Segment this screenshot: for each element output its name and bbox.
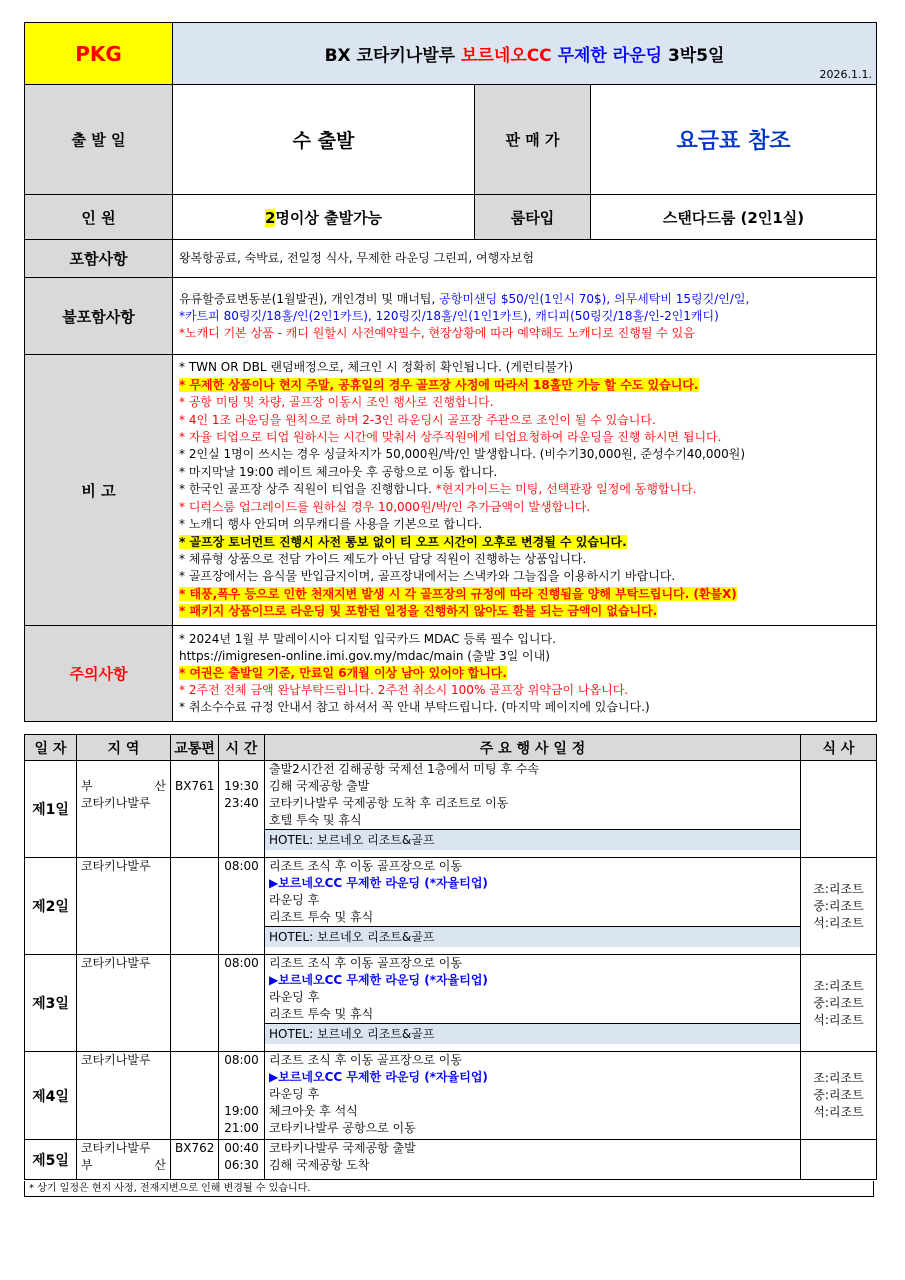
meal-item: 조:리조트 — [813, 978, 864, 993]
flight-number: BX762 — [175, 1141, 215, 1155]
hotel-line: HOTEL: 보르네오 리조트&골프 — [265, 1023, 800, 1044]
event-line: 체크아웃 후 석식 — [269, 1104, 358, 1118]
title-prefix: BX 코타키나발루 — [324, 46, 456, 66]
event-line: 김해 국제공항 도착 — [269, 1158, 370, 1172]
meal-item: 중:리조트 — [813, 1088, 864, 1102]
transport-cell — [171, 955, 219, 1052]
region-name: 코타키나발루 — [81, 859, 151, 873]
itinerary-row — [25, 761, 877, 858]
events-cell — [265, 1140, 801, 1180]
room-value: 스탠다드룸 (2인1실) — [591, 195, 877, 240]
remark-line-9 — [179, 516, 870, 533]
caution-line-2 — [179, 665, 870, 682]
column-header-5: 식 사 — [801, 735, 877, 761]
event-line: 코타키나발루 국제공항 출발 — [269, 1141, 416, 1155]
included-label: 포함사항 — [25, 240, 173, 278]
region-cell — [77, 761, 171, 858]
remark-line-text-1: * 무제한 상품이나 현지 주말, 공휴일의 경우 골프장 사정에 따라서 18홀만 가능 할 수도 있습니다. — [179, 377, 699, 392]
caution-line-3 — [179, 682, 870, 699]
price-value: 요금표 참조 — [591, 85, 877, 195]
time-cell — [219, 761, 265, 858]
column-header-1: 지 역 — [77, 735, 171, 761]
excluded-line-1b: 공항미샌딩 $50/인(1인시 70$), 의무세탁비 15링깃/인/일, — [435, 291, 750, 306]
transport-cell — [171, 1140, 219, 1180]
title-red: 보르네오CC — [461, 46, 552, 66]
event-line: ▶보르네오CC 무제한 라운딩 (*자율티업) — [269, 1070, 488, 1084]
day-cell: 제1일 — [25, 761, 77, 858]
region-name: 코타키나발루 — [81, 1053, 151, 1067]
remark-line-text-7: * 한국인 골프장 상주 직원이 티업을 진행합니다. — [179, 482, 432, 497]
events-cell — [265, 1052, 801, 1140]
caution-line-4 — [179, 699, 870, 716]
event-line: 리조트 조식 후 이동 골프장으로 이동 — [269, 1053, 462, 1067]
remark-line-14 — [179, 603, 870, 620]
remark-line-text-14: * 패키지 상품이므로 라운딩 및 포함된 일정을 진행하지 않아도 환불 되는 금액이 없습니다. — [179, 604, 658, 619]
meals-cell — [801, 761, 877, 858]
region-name: 코타키나발루 — [81, 796, 151, 810]
time-value: 19:30 — [224, 779, 259, 793]
excluded-label: 불포함사항 — [25, 278, 173, 355]
caution-line-text-0: * 2024년 1월 부 말레이시아 디지털 입국카드 MDAC 등록 필수 입니다. — [179, 632, 556, 646]
remark-line-7 — [179, 481, 870, 498]
included-value: 왕복항공료, 숙박료, 전일정 식사, 무제한 라운딩 그린피, 여행자보험 — [173, 240, 877, 278]
time-cell — [219, 858, 265, 955]
event-line: 리조트 조식 후 이동 골프장으로 이동 — [269, 859, 462, 873]
remark-line-text-4: * 자율 티업으로 티업 원하시는 시간에 맞춰서 상주직원에게 티업요청하여 라운딩을 진행 하시면 됩니다. — [179, 430, 722, 445]
event-line: 리조트 투숙 및 휴식 — [269, 910, 374, 924]
itinerary-row — [25, 1140, 877, 1180]
caution-list — [173, 626, 877, 722]
meal-item: 석:리조트 — [813, 915, 864, 930]
region-cell — [77, 858, 171, 955]
excluded-line-1a: 유류할증료변동분(1월발권), 개인경비 및 매너팁, — [179, 291, 436, 306]
time-value: 23:40 — [224, 796, 259, 810]
region-name: 부 산 — [81, 1158, 166, 1172]
region-cell — [77, 955, 171, 1052]
remark-line-1 — [179, 377, 870, 394]
meals-cell — [801, 1052, 877, 1140]
time-value: 08:00 — [224, 1053, 259, 1067]
excluded-line-2: *카트피 80링깃/18홀/인(2인1카트), 120링깃/18홀/인(1인1카트), 캐디피(50링깃/18홀/인-2인1캐디) — [179, 308, 719, 323]
time-cell — [219, 1052, 265, 1140]
flight-number: BX761 — [175, 779, 215, 793]
meals-cell — [801, 955, 877, 1052]
day-cell: 제5일 — [25, 1140, 77, 1180]
remark-line-text-10: * 골프장 토너먼트 진행시 사전 통보 없이 티 오프 시간이 오후로 변경될 수 있습니다. — [179, 534, 627, 549]
remark-line-10 — [179, 534, 870, 551]
pkg-badge: PKG — [25, 23, 173, 85]
footnote: * 상기 일정은 현지 사정, 전재지변으로 인해 변경될 수 있습니다. — [24, 1181, 874, 1197]
event-line: 코타키나발루 국제공항 도착 후 리조트로 이동 — [269, 796, 509, 810]
excluded-line-3: *노캐디 기본 상품 - 캐디 원할시 사전예약필수, 현장상황에 따라 예약해도 노캐디로 진행될 수 있음 — [179, 325, 695, 340]
region-name: 코타키나발루 — [81, 956, 151, 970]
remark-line-2 — [179, 394, 870, 411]
time-cell — [219, 955, 265, 1052]
time-value — [219, 1086, 264, 1103]
itinerary-table — [24, 734, 877, 1180]
excluded-value — [173, 278, 877, 355]
meal-item: 석:리조트 — [813, 1105, 864, 1119]
remark-line-text-11: * 체류형 상품으로 전담 가이드 제도가 아닌 담당 직원이 진행하는 상품입니다. — [179, 551, 587, 566]
people-text: 명이상 출발가능 — [275, 208, 383, 227]
remark-line-5 — [179, 446, 870, 463]
price-label: 판 매 가 — [475, 85, 591, 195]
people-value — [173, 195, 475, 240]
title-suffix: 3박5일 — [667, 46, 725, 66]
event-line: ▶보르네오CC 무제한 라운딩 (*자율티업) — [269, 876, 488, 890]
remark-line-text-12: * 골프장에서는 음식물 반입금지이며, 골프장내에서는 스낵카와 그늘집을 이용하시기 바랍니다. — [179, 569, 676, 584]
column-header-0: 일 자 — [25, 735, 77, 761]
meals-cell — [801, 1140, 877, 1180]
events-cell — [265, 761, 801, 858]
day-cell: 제3일 — [25, 955, 77, 1052]
remark-line-text-0: * TWN OR DBL 랜덤배정으로, 체크인 시 정확히 확인됩니다. (게런티불가) — [179, 360, 574, 375]
region-name: 코타키나발루 — [81, 1141, 151, 1155]
remark-line-text-8: * 디럭스룸 업그레이드를 원하실 경우 10,000원/박/인 추가금액이 발생합니다. — [179, 499, 591, 514]
doc-date: 2026.1.1. — [819, 68, 873, 81]
hotel-line: HOTEL: 보르네오 리조트&골프 — [265, 926, 800, 947]
meal-item: 조:리조트 — [813, 1071, 864, 1085]
page-title — [173, 23, 877, 85]
depart-value: 수 출발 — [173, 85, 475, 195]
itinerary-row — [25, 1052, 877, 1140]
column-header-2: 교통편 — [171, 735, 219, 761]
remarks-label: 비 고 — [25, 355, 173, 626]
event-line: 리조트 투숙 및 휴식 — [269, 1007, 374, 1021]
column-header-4: 주 요 행 사 일 정 — [265, 735, 801, 761]
remark-line-3 — [179, 412, 870, 429]
time-value: 00:40 — [224, 1141, 259, 1155]
remark-line-text-6: * 마지막날 19:00 레이트 체크아웃 후 공항으로 이동 합니다. — [179, 464, 498, 479]
caution-line-text-2: * 여권은 출발일 기준, 만료일 6개월 이상 남아 있어야 합니다. — [179, 666, 507, 680]
caution-line-text-4: * 취소수수료 규정 안내서 참고 하셔서 꼭 안내 부탁드립니다. (마지막 페이지에 있습니다.) — [179, 700, 650, 714]
remark-line-text-9: * 노캐디 행사 안되며 의무캐디를 사용을 기본으로 합니다. — [179, 517, 483, 532]
remark-line-11 — [179, 551, 870, 568]
day-cell: 제4일 — [25, 1052, 77, 1140]
time-value: 08:00 — [224, 956, 259, 970]
event-line: 코타키나발루 공항으로 이동 — [269, 1121, 416, 1135]
event-line: 라운딩 후 — [269, 893, 320, 907]
column-header-3: 시 간 — [219, 735, 265, 761]
event-line: 출발2시간전 김해공항 국제선 1층에서 미팅 후 수속 — [269, 762, 539, 776]
day-cell: 제2일 — [25, 858, 77, 955]
remark-line-4 — [179, 429, 870, 446]
event-line: 라운딩 후 — [269, 990, 320, 1004]
event-line: 호텔 투숙 및 휴식 — [269, 813, 362, 827]
region-cell — [77, 1140, 171, 1180]
title-blue: 무제한 라운딩 — [557, 46, 663, 66]
transport-cell — [171, 1052, 219, 1140]
package-info-table — [24, 22, 877, 722]
event-line: 라운딩 후 — [269, 1087, 320, 1101]
event-line: 김해 국제공항 출발 — [269, 779, 370, 793]
time-cell — [219, 1140, 265, 1180]
itinerary-row — [25, 858, 877, 955]
time-value: 06:30 — [224, 1158, 259, 1172]
meals-cell — [801, 858, 877, 955]
meal-item: 중:리조트 — [813, 995, 864, 1010]
remark-line-text-5: * 2인실 1명이 쓰시는 경우 싱글차지가 50,000원/박/인 발생합니다. (비수기30,000원, 준성수기40,000원) — [179, 447, 745, 462]
people-label: 인 원 — [25, 195, 173, 240]
meal-item: 조:리조트 — [813, 881, 864, 896]
hotel-line: HOTEL: 보르네오 리조트&골프 — [265, 829, 800, 850]
meal-item: 석:리조트 — [813, 1012, 864, 1027]
people-number: 2 — [264, 208, 276, 227]
time-value — [219, 1069, 264, 1086]
time-value: 19:00 — [224, 1104, 259, 1118]
remark-line-text-3: * 4인 1조 라운딩을 원칙으로 하며 2-3인 라운딩시 골프장 주관으로 조인이 될 수 있습니다. — [179, 412, 656, 427]
remark-line-12 — [179, 568, 870, 585]
remark-line-6 — [179, 464, 870, 481]
time-value: 08:00 — [224, 859, 259, 873]
event-line: ▶보르네오CC 무제한 라운딩 (*자율티업) — [269, 973, 488, 987]
region-name: 부 산 — [81, 779, 166, 793]
transport-cell — [171, 761, 219, 858]
time-value: 21:00 — [224, 1121, 259, 1135]
remark-line-text-13: * 태풍,폭우 등으로 인한 천재지변 발생 시 각 골프장의 규정에 따라 진행됨을 양해 부탁드립니다. (환불X) — [179, 586, 737, 601]
transport-cell — [171, 858, 219, 955]
caution-line-text-3: * 2주전 전체 금액 완납부탁드립니다. 2주전 취소시 100% 골프장 위약금이 나옵니다. — [179, 683, 629, 697]
remark-line-0 — [179, 359, 870, 376]
meal-item: 중:리조트 — [813, 898, 864, 913]
itinerary-header-row — [25, 735, 877, 761]
caution-line-text-1: https://imigresen-online.imi.gov.my/mdac/main (출발 3일 이내) — [179, 649, 550, 663]
remark-line-8 — [179, 499, 870, 516]
events-cell — [265, 955, 801, 1052]
event-line: 리조트 조식 후 이동 골프장으로 이동 — [269, 956, 462, 970]
events-cell — [265, 858, 801, 955]
remark-line-text-2: * 공항 미팅 및 차량, 골프장 이동시 조인 행사로 진행합니다. — [179, 395, 494, 410]
remarks-list — [173, 355, 877, 626]
caution-label: 주의사항 — [25, 626, 173, 722]
room-label: 룸타입 — [475, 195, 591, 240]
excluded-line-1 — [179, 291, 870, 308]
depart-label: 출 발 일 — [25, 85, 173, 195]
region-cell — [77, 1052, 171, 1140]
caution-line-1 — [179, 648, 870, 665]
itinerary-row — [25, 955, 877, 1052]
caution-line-0 — [179, 631, 870, 648]
remark-line-extra-7: *현지가이드는 미팅, 선택관광 일정에 동행합니다. — [431, 482, 697, 497]
remark-line-13 — [179, 586, 870, 603]
